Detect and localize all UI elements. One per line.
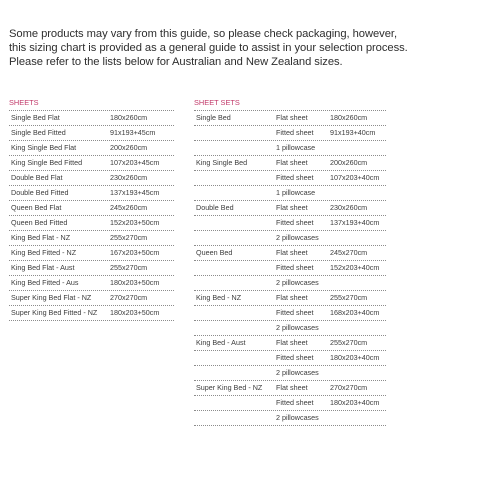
table-cell: 245x260cm — [110, 203, 148, 212]
table-cell: 2 pillowcases — [276, 323, 319, 332]
table-cell: Flat sheet — [276, 293, 308, 302]
table-cell: 107x203+45cm — [110, 158, 160, 167]
table-row — [194, 381, 386, 396]
table-cell: Single Bed Flat — [11, 113, 60, 122]
table-row — [194, 336, 386, 351]
table-cell: Queen Bed — [196, 248, 233, 257]
table-row — [194, 156, 386, 171]
table-cell: 230x260cm — [330, 203, 368, 212]
table-cell: 1 pillowcase — [276, 143, 316, 152]
table-cell: 107x203+40cm — [330, 173, 380, 182]
table-cell: 2 pillowcases — [276, 233, 319, 242]
sheet-sets-table — [194, 96, 386, 426]
table-cell: Fitted sheet — [276, 173, 314, 182]
table-row — [194, 201, 386, 216]
table-cell: 200x260cm — [110, 143, 148, 152]
table-cell: 255x270cm — [110, 263, 148, 272]
table-cell: 255x270cm — [330, 338, 368, 347]
table-cell: 180x260cm — [110, 113, 148, 122]
table-cell: Flat sheet — [276, 203, 308, 212]
table-cell: Fitted sheet — [276, 308, 314, 317]
intro-paragraph — [9, 27, 471, 70]
table-cell: Queen Bed Fitted — [11, 218, 68, 227]
table-row — [9, 216, 174, 231]
table-cell: King Single Bed — [196, 158, 248, 167]
table-row — [9, 141, 174, 156]
table-cell: 168x203+40cm — [330, 308, 380, 317]
table-cell: King Bed Fitted - Aus — [11, 278, 79, 287]
table-cell: 91x193+40cm — [330, 128, 376, 137]
table-cell: 180x203+40cm — [330, 398, 380, 407]
table-cell: 200x260cm — [330, 158, 368, 167]
table-cell: 255x270cm — [110, 233, 148, 242]
table-row — [9, 291, 174, 306]
table-row — [194, 411, 386, 426]
table-cell: 137x193+45cm — [110, 188, 160, 197]
table-cell: Flat sheet — [276, 338, 308, 347]
table-cell: 2 pillowcases — [276, 413, 319, 422]
table-row — [194, 111, 386, 126]
table-cell: 245x270cm — [330, 248, 368, 257]
table-row — [9, 111, 174, 126]
table-row — [194, 141, 386, 156]
table-row — [9, 306, 174, 321]
table-cell: 152x203+50cm — [110, 218, 160, 227]
table-row — [194, 231, 386, 246]
table-cell: 152x203+40cm — [330, 263, 380, 272]
table-cell: Double Bed Fitted — [11, 188, 69, 197]
table-cell: 167x203+50cm — [110, 248, 160, 257]
table-row — [194, 246, 386, 261]
table-row — [194, 216, 386, 231]
table-cell: 180x203+40cm — [330, 353, 380, 362]
table-row — [194, 351, 386, 366]
table-cell: Flat sheet — [276, 248, 308, 257]
table-row — [9, 246, 174, 261]
table-cell: Fitted sheet — [276, 128, 314, 137]
table-cell: Flat sheet — [276, 383, 308, 392]
sheet-sets-table-body — [194, 111, 386, 426]
table-cell: 2 pillowcases — [276, 368, 319, 377]
table-cell: King Bed - NZ — [196, 293, 242, 302]
table-cell: King Bed Fitted - NZ — [11, 248, 77, 257]
table-cell: 1 pillowcase — [276, 188, 316, 197]
sheets-table-body — [9, 111, 174, 321]
table-cell: King Single Bed Flat — [11, 143, 77, 152]
table-row — [194, 126, 386, 141]
sheet-sets-header: SHEET SETS — [194, 96, 386, 111]
table-cell: Fitted sheet — [276, 398, 314, 407]
table-cell: 91x193+45cm — [110, 128, 156, 137]
table-row — [9, 171, 174, 186]
intro-line: Some products may vary from this guide, so please check packaging, however, — [9, 28, 398, 40]
table-row — [9, 276, 174, 291]
table-cell: 230x260cm — [110, 173, 148, 182]
table-row — [194, 276, 386, 291]
intro-line: Please refer to the lists below for Australian and New Zealand sizes. — [9, 56, 343, 69]
table-cell: 2 pillowcases — [276, 278, 319, 287]
table-row — [194, 291, 386, 306]
table-row — [194, 306, 386, 321]
table-cell: 180x203+50cm — [110, 278, 160, 287]
table-cell: 180x260cm — [330, 113, 368, 122]
table-cell: Double Bed Flat — [11, 173, 63, 182]
table-row — [9, 156, 174, 171]
table-cell: Fitted sheet — [276, 263, 314, 272]
table-row — [194, 366, 386, 381]
table-row — [9, 186, 174, 201]
table-row — [9, 261, 174, 276]
table-cell: Fitted sheet — [276, 353, 314, 362]
sheets-table — [9, 96, 174, 321]
table-cell: Super King Bed Flat - NZ — [11, 293, 92, 302]
table-cell: 180x203+50cm — [110, 308, 160, 317]
table-cell: Single Bed Fitted — [11, 128, 66, 137]
table-cell: 270x270cm — [110, 293, 148, 302]
table-row — [9, 231, 174, 246]
table-row — [194, 321, 386, 336]
table-cell: King Bed Flat - Aust — [11, 263, 75, 272]
table-cell: Single Bed — [196, 113, 231, 122]
sheets-header: SHEETS — [9, 96, 174, 111]
table-cell: Flat sheet — [276, 113, 308, 122]
table-cell: 255x270cm — [330, 293, 368, 302]
table-row — [9, 201, 174, 216]
table-cell: King Bed - Aust — [196, 338, 246, 347]
table-row — [9, 126, 174, 141]
table-row — [194, 396, 386, 411]
table-row — [194, 171, 386, 186]
table-cell: Double Bed — [196, 203, 234, 212]
intro-line: this sizing chart is provided as a general guide to assist in your selection process. — [9, 42, 408, 55]
table-cell: 137x193+40cm — [330, 218, 380, 227]
table-cell: King Bed Flat - NZ — [11, 233, 71, 242]
table-cell: Queen Bed Flat — [11, 203, 62, 212]
table-cell: Super King Bed - NZ — [196, 383, 263, 392]
table-row — [194, 261, 386, 276]
table-cell: 270x270cm — [330, 383, 368, 392]
table-cell: Fitted sheet — [276, 218, 314, 227]
table-cell: King Single Bed Fitted — [11, 158, 83, 167]
table-cell: Flat sheet — [276, 158, 308, 167]
table-row — [194, 186, 386, 201]
table-cell: Super King Bed Fitted - NZ — [11, 308, 98, 317]
